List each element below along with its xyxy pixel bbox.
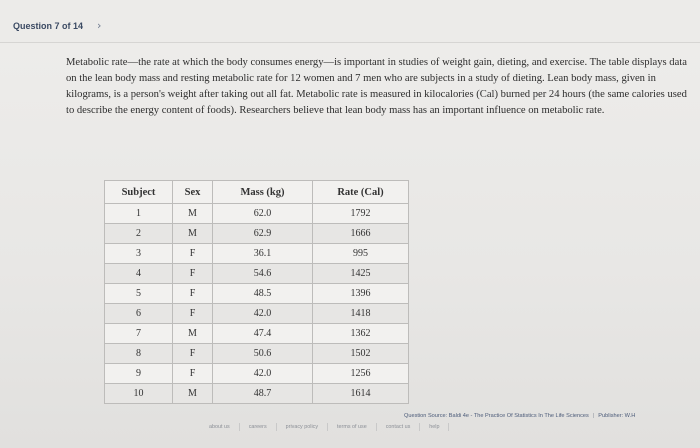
footer-link-privacy-policy[interactable]: privacy policy bbox=[277, 423, 328, 431]
table-cell: F bbox=[173, 364, 213, 384]
table-cell: 995 bbox=[313, 244, 409, 264]
publisher-text: Publisher: W.H bbox=[598, 413, 636, 419]
table-cell: 1666 bbox=[313, 224, 409, 244]
table-cell: 54.6 bbox=[213, 264, 313, 284]
table-cell: 10 bbox=[105, 384, 173, 404]
table-cell: 48.5 bbox=[213, 284, 313, 304]
table-cell: 6 bbox=[105, 304, 173, 324]
table-cell: M bbox=[173, 384, 213, 404]
table-cell: F bbox=[173, 244, 213, 264]
table-row bbox=[105, 244, 409, 264]
table-cell: 1362 bbox=[313, 324, 409, 344]
table-cell: 50.6 bbox=[213, 344, 313, 364]
table-cell: 2 bbox=[105, 224, 173, 244]
table-cell: 1 bbox=[105, 204, 173, 224]
table-cell: 62.0 bbox=[213, 204, 313, 224]
column-header: Subject bbox=[105, 181, 173, 204]
table-row bbox=[105, 364, 409, 384]
table-cell: 3 bbox=[105, 244, 173, 264]
table-cell: 1425 bbox=[313, 264, 409, 284]
table-row bbox=[105, 304, 409, 324]
table-cell: 36.1 bbox=[213, 244, 313, 264]
table-cell: 1614 bbox=[313, 384, 409, 404]
question-header bbox=[0, 0, 700, 43]
table-cell: 62.9 bbox=[213, 224, 313, 244]
table-row bbox=[105, 384, 409, 404]
table-cell: F bbox=[173, 284, 213, 304]
footer-link-contact-us[interactable]: contact us bbox=[377, 423, 421, 431]
column-header: Sex bbox=[173, 181, 213, 204]
data-table bbox=[104, 180, 409, 404]
table-cell: 9 bbox=[105, 364, 173, 384]
table-cell: 8 bbox=[105, 344, 173, 364]
table-row bbox=[105, 344, 409, 364]
table-cell: 48.7 bbox=[213, 384, 313, 404]
next-question-icon[interactable]: › bbox=[97, 19, 102, 32]
table-cell: 4 bbox=[105, 264, 173, 284]
source-text: Question Source: Baldi 4e - The Practice Of Statistics In The Life Sciences bbox=[404, 413, 589, 419]
footer-link-about-us[interactable]: about us bbox=[200, 423, 240, 431]
footer-link-help[interactable]: help bbox=[420, 423, 449, 431]
table-cell: 1396 bbox=[313, 284, 409, 304]
column-header: Mass (kg) bbox=[213, 181, 313, 204]
table-cell: F bbox=[173, 264, 213, 284]
table-cell: 42.0 bbox=[213, 304, 313, 324]
table-cell: 5 bbox=[105, 284, 173, 304]
table-cell: 1792 bbox=[313, 204, 409, 224]
table-cell: F bbox=[173, 344, 213, 364]
question-source: Question Source: Baldi 4e - The Practice Of Statistics In The Life Sciences | Publisher: W.H bbox=[404, 413, 636, 419]
table-cell: M bbox=[173, 204, 213, 224]
table-cell: 47.4 bbox=[213, 324, 313, 344]
table-row bbox=[105, 284, 409, 304]
table-cell: M bbox=[173, 224, 213, 244]
table-cell: F bbox=[173, 304, 213, 324]
footer-link-terms-of-use[interactable]: terms of use bbox=[328, 423, 377, 431]
table-header-row bbox=[105, 181, 409, 204]
footer-link-careers[interactable]: careers bbox=[240, 423, 277, 431]
table-row bbox=[105, 324, 409, 344]
table-cell: M bbox=[173, 324, 213, 344]
table-row bbox=[105, 204, 409, 224]
table-row bbox=[105, 224, 409, 244]
question-prompt: Metabolic rate—the rate at which the body consumes energy—is important in studies of weight gain, dieting, and exercise. The table displays data on the lean body mass and resting metabolic rate for 12 women and 7 men who are subjects in a study of dieting. Lean body mass, given in kilograms, is a person's weight after taking out all fat. Metabolic rate is measured in kilocalories (Cal) burned per 24 hours (the same calories used to describe the energy content of foods). Researchers believe that lean body mass has an important influence on metabolic rate. bbox=[66, 57, 687, 116]
table-cell: 7 bbox=[105, 324, 173, 344]
table-cell: 1418 bbox=[313, 304, 409, 324]
table-cell: 1502 bbox=[313, 344, 409, 364]
footer-links bbox=[200, 423, 449, 431]
table-cell: 42.0 bbox=[213, 364, 313, 384]
table-cell: 1256 bbox=[313, 364, 409, 384]
table-row bbox=[105, 264, 409, 284]
question-counter: Question 7 of 14 bbox=[13, 21, 84, 31]
column-header: Rate (Cal) bbox=[313, 181, 409, 204]
